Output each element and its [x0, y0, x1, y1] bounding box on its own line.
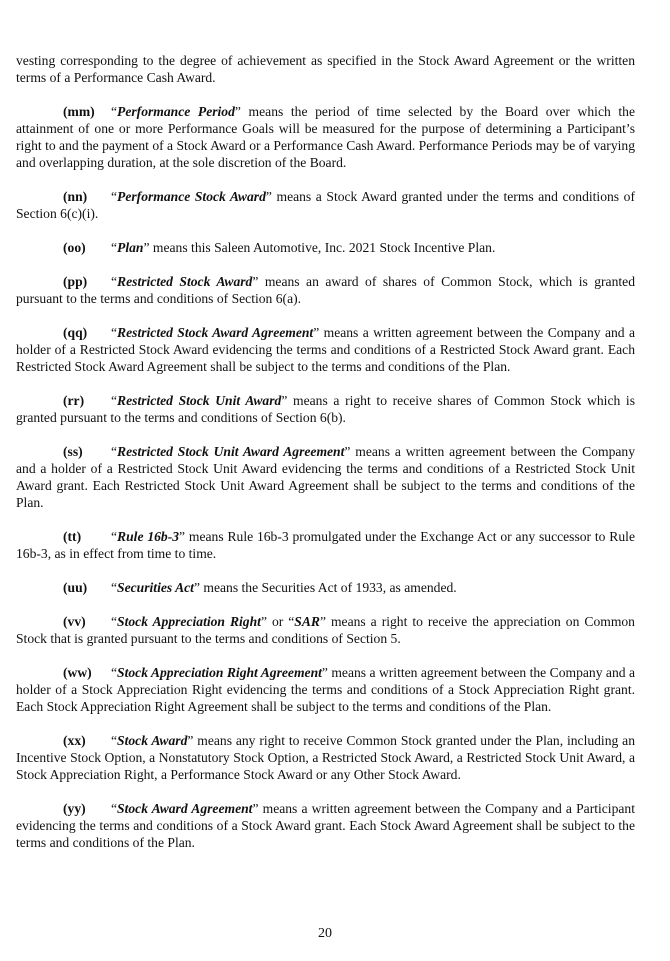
defined-term: Restricted Stock Unit Award Agreement	[117, 444, 345, 459]
definition-label: (ww)	[63, 665, 92, 680]
defined-term: Restricted Stock Unit Award	[117, 393, 282, 408]
defined-term: Restricted Stock Award	[117, 274, 253, 289]
defined-term: Performance Stock Award	[117, 189, 266, 204]
defined-term: Stock Award	[117, 733, 188, 748]
open-quote: “	[111, 733, 118, 748]
definition-paragraph	[16, 103, 635, 171]
defined-term: Securities Act	[117, 580, 194, 595]
definition-paragraph	[16, 392, 635, 426]
page-number: 20	[318, 926, 332, 941]
defined-term: Performance Period	[117, 104, 235, 119]
open-quote: “	[111, 393, 118, 408]
definition-label: (rr)	[63, 393, 85, 408]
definition-text: ” means a right to receive shares of Common Stock which is granted pursuant to the terms and conditions of Section 6(b).	[16, 393, 635, 425]
open-quote: “	[111, 104, 118, 119]
definition-text: ” means an award of shares of Common Stock, which is granted pursuant to the terms and conditions of Section 6(a).	[16, 274, 635, 306]
definition-text: ” means a right to receive the appreciation on Common Stock that is granted pursuant to the terms and conditions of Section 5.	[16, 614, 635, 646]
defined-term-alt: SAR	[294, 614, 320, 629]
connector-text: ” or “	[260, 614, 295, 629]
definition-text: ” means the period of time selected by the Board over which the attainment of one or more Performance Goals will be measured for the purpose of determining a Participant’s right to and the payment of a Stock Award or a Performance Cash Award. Performance Periods may be of varying and overlapping duration, at the sole discretion of the Board.	[16, 104, 636, 170]
defined-term: Rule 16b-3	[117, 529, 180, 544]
open-quote: “	[111, 444, 118, 459]
definition-paragraph	[16, 188, 635, 222]
definition-paragraph	[16, 239, 635, 256]
defined-term: Plan	[117, 240, 144, 255]
definition-text: ” means Rule 16b-3 promulgated under the Exchange Act or any successor to Rule 16b-3, as in effect from time to time.	[16, 529, 635, 561]
definition-paragraph	[16, 800, 635, 851]
definition-paragraph	[16, 732, 635, 783]
definition-text: ” means this Saleen Automotive, Inc. 2021 Stock Incentive Plan.	[143, 240, 496, 255]
definition-paragraph	[16, 273, 635, 307]
defined-term: Stock Appreciation Right Agreement	[117, 665, 322, 680]
defined-term: Stock Appreciation Right	[117, 614, 261, 629]
open-quote: “	[111, 189, 118, 204]
open-quote: “	[111, 240, 118, 255]
definition-label: (vv)	[63, 614, 86, 629]
definition-label: (tt)	[63, 529, 82, 544]
open-quote: “	[111, 614, 118, 629]
defined-term: Restricted Stock Award Agreement	[117, 325, 314, 340]
definition-text: ” means a Stock Award granted under the terms and conditions of Section 6(c)(i).	[16, 189, 635, 221]
definition-label: (nn)	[63, 189, 88, 204]
definition-paragraph	[16, 664, 635, 715]
definition-label: (yy)	[63, 801, 86, 816]
definition-label: (uu)	[63, 580, 88, 595]
definition-text: ” means the Securities Act of 1933, as amended.	[193, 580, 457, 595]
open-quote: “	[111, 665, 118, 680]
definition-text: ” means a written agreement between the Company and a Participant evidencing the terms and conditions of a Stock Award grant. Each Stock Award Agreement shall be subject to the terms and conditions of the Plan.	[16, 801, 635, 850]
open-quote: “	[111, 580, 118, 595]
definition-text: ” means a written agreement between the Company and a holder of a Restricted Stock Award evidencing the terms and conditions of a Restricted Stock Award grant. Each Restricted Stock Award Agreement shall be subject to the terms and conditions of the Plan.	[16, 325, 635, 374]
definition-text: ” means any right to receive Common Stock granted under the Plan, including an Incentive Stock Option, a Nonstatutory Stock Option, a Restricted Stock Award, a Restricted Stock Unit Award, a Stock Appreciation Right, a Performance Stock Award or any Other Stock Award.	[16, 733, 635, 782]
definition-paragraph	[16, 443, 635, 511]
open-quote: “	[111, 325, 118, 340]
definition-label: (mm)	[63, 104, 95, 119]
definition-label: (oo)	[63, 240, 86, 255]
definition-label: (pp)	[63, 274, 88, 289]
definition-text: ” means a written agreement between the Company and a holder of a Restricted Stock Unit Award evidencing the terms and conditions of a Restricted Stock Unit Award grant. Each Restricted Stock Unit Award Agreement shall be subject to the terms and conditions of the Plan.	[16, 444, 636, 510]
definition-paragraph	[16, 528, 635, 562]
open-quote: “	[111, 274, 118, 289]
definition-paragraph	[16, 613, 635, 647]
intro-paragraph: vesting corresponding to the degree of achievement as specified in the Stock Award Agreement or the written terms of a Performance Cash Award.	[16, 53, 635, 85]
document-page	[16, 52, 635, 868]
definition-text: ” means a written agreement between the Company and a holder of a Stock Appreciation Right evidencing the terms and conditions of a Stock Appreciation Right grant. Each Stock Appreciation Right Agreement shall be subject to the terms and conditions of the Plan.	[16, 665, 635, 714]
open-quote: “	[111, 529, 118, 544]
definition-label: (ss)	[63, 444, 83, 459]
definition-paragraph	[16, 324, 635, 375]
defined-term: Stock Award Agreement	[117, 801, 253, 816]
definition-paragraph	[16, 579, 635, 596]
open-quote: “	[111, 801, 118, 816]
definition-label: (qq)	[63, 325, 88, 340]
definition-label: (xx)	[63, 733, 86, 748]
